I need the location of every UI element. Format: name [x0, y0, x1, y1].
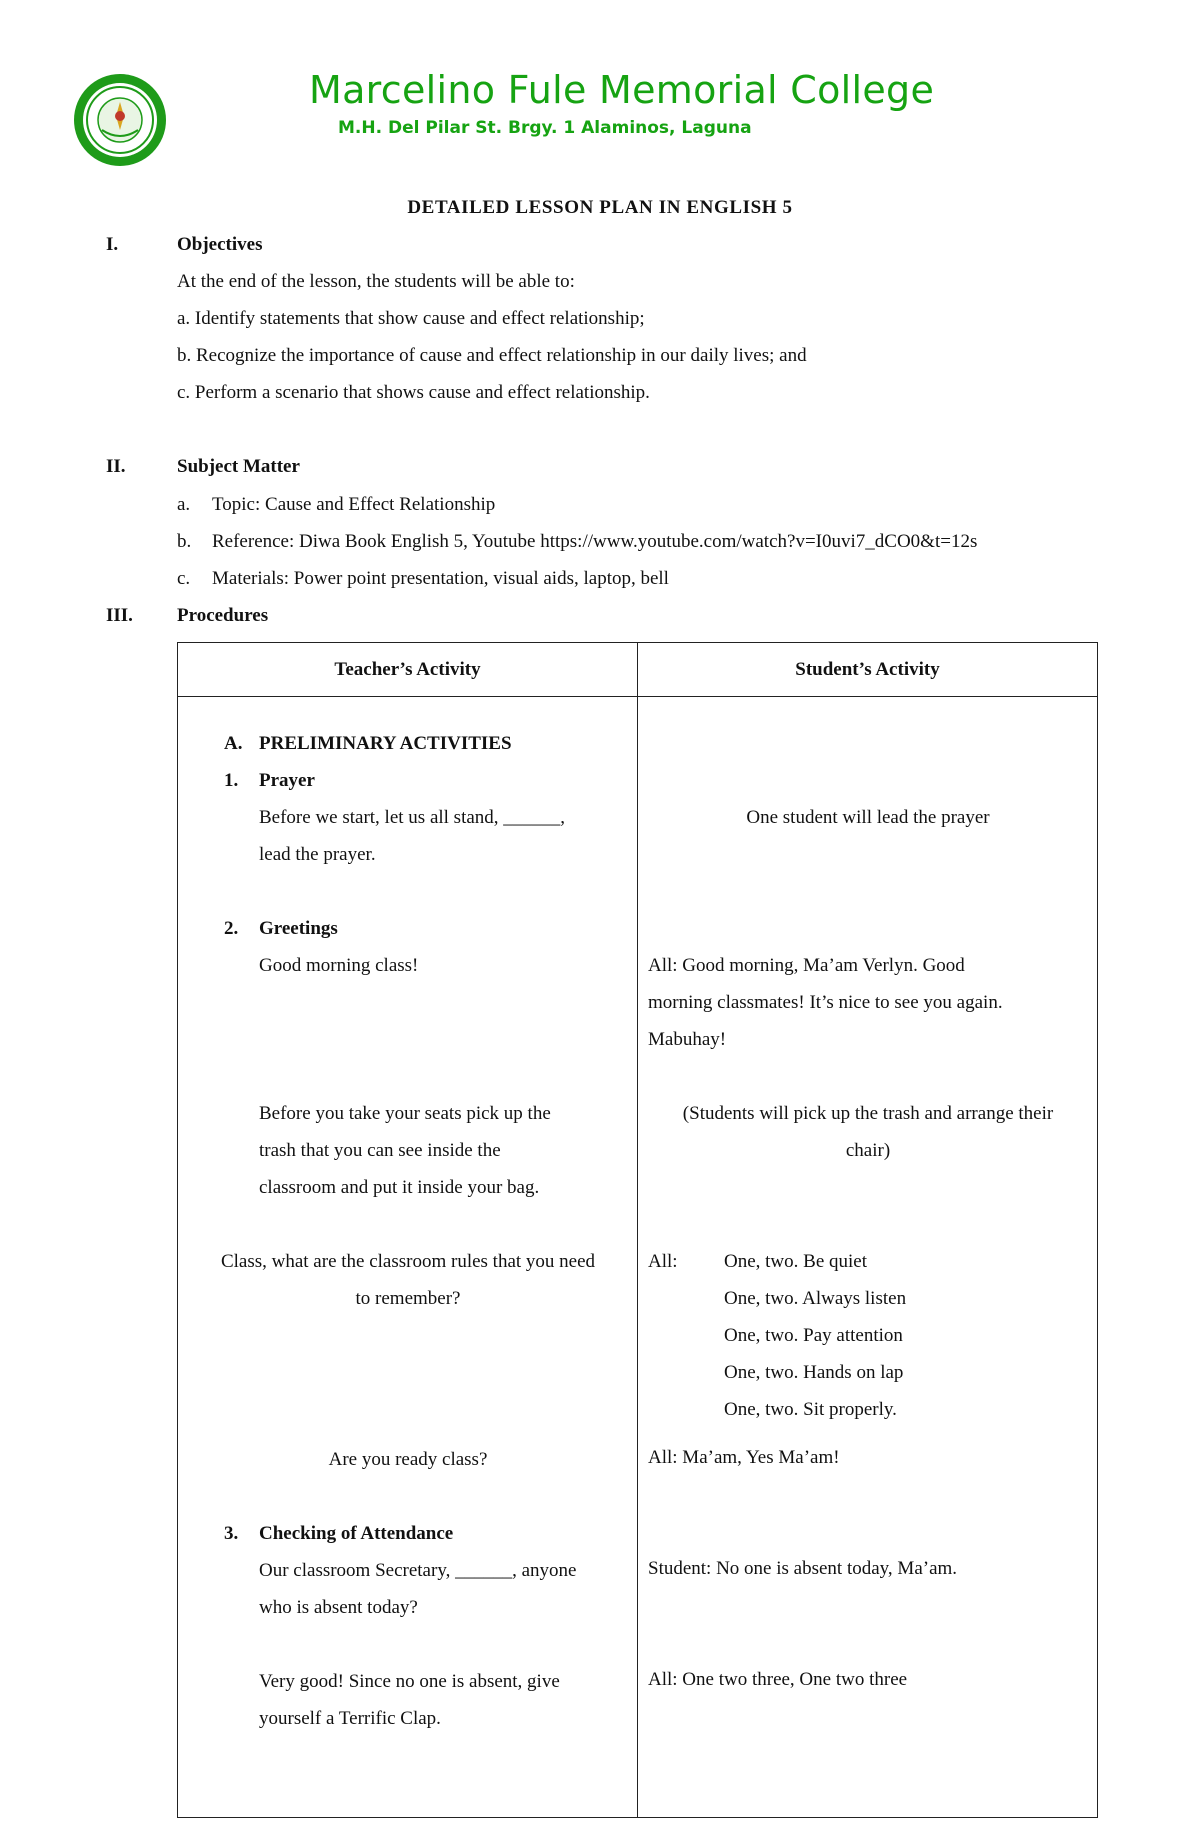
objectives-intro: At the end of the lesson, the students will be able to:	[177, 271, 575, 292]
teacher-activity-cell	[178, 697, 638, 1818]
clap-teacher-text: yourself a Terrific Clap.	[259, 1708, 441, 1729]
objective-item: a. Identify statements that show cause and effect relationship;	[177, 308, 645, 329]
procedures-table	[177, 642, 1098, 1818]
attendance-teacher-text: who is absent today?	[259, 1597, 418, 1618]
attendance-student-text: Student: No one is absent today, Ma’am.	[648, 1558, 958, 1579]
section-letter: A.	[224, 733, 243, 754]
section-numeral-objectives: I.	[106, 234, 119, 255]
rules-student-line: One, two. Always listen	[724, 1288, 907, 1309]
student-activity-cell	[638, 697, 1098, 1818]
teacher-activity-header: Teacher’s Activity	[178, 643, 638, 697]
procedures-heading: Procedures	[177, 605, 269, 626]
objectives-heading: Objectives	[177, 234, 263, 255]
section-numeral-procedures: III.	[106, 605, 133, 626]
rules-student-prefix: All:	[648, 1251, 678, 1272]
rules-teacher-text: to remember?	[355, 1288, 461, 1309]
college-seal-icon	[72, 72, 168, 168]
clap-teacher-text: Very good! Since no one is absent, give	[259, 1671, 560, 1692]
step-number: 1.	[224, 770, 239, 791]
step-title-greetings: Greetings	[259, 918, 338, 939]
rules-student-line: One, two. Be quiet	[724, 1251, 868, 1272]
trash-teacher-text: Before you take your seats pick up the	[259, 1103, 551, 1124]
attendance-teacher-text: Our classroom Secretary, ______, anyone	[259, 1560, 577, 1581]
step-title-prayer: Prayer	[259, 770, 315, 791]
subject-item-letter: c.	[177, 568, 191, 589]
rules-student-line: One, two. Hands on lap	[724, 1362, 904, 1383]
subject-item-letter: b.	[177, 531, 192, 552]
subject-item-reference: Reference: Diwa Book English 5, Youtube https://www.youtube.com/watch?v=I0uvi7_dCO0&t=12s	[212, 531, 978, 552]
step-number: 2.	[224, 918, 239, 939]
clap-student-text: All: One two three, One two three	[648, 1669, 908, 1690]
subject-item-materials: Materials: Power point presentation, visual aids, laptop, bell	[212, 568, 669, 589]
objective-item: c. Perform a scenario that shows cause and effect relationship.	[177, 382, 650, 403]
trash-teacher-text: classroom and put it inside your bag.	[259, 1177, 540, 1198]
prayer-student-text: One student will lead the prayer	[746, 807, 990, 828]
objective-item: b. Recognize the importance of cause and effect relationship in our daily lives; and	[177, 345, 807, 366]
table-header-row	[178, 643, 1098, 697]
greetings-student-text: All: Good morning, Ma’am Verlyn. Good	[648, 955, 965, 976]
trash-teacher-text: trash that you can see inside the	[259, 1140, 501, 1161]
step-title-attendance: Checking of Attendance	[259, 1523, 454, 1544]
trash-student-text: (Students will pick up the trash and arrange their	[682, 1103, 1054, 1124]
letterhead	[0, 0, 1200, 180]
college-address: M.H. Del Pilar St. Brgy. 1 Alaminos, Laguna	[338, 118, 752, 138]
document-title: DETAILED LESSON PLAN IN ENGLISH 5	[407, 197, 793, 218]
prayer-teacher-text: lead the prayer.	[259, 844, 376, 865]
rules-student-line: One, two. Sit properly.	[724, 1399, 897, 1420]
section-numeral-subject-matter: II.	[106, 456, 126, 477]
table-row	[178, 697, 1098, 1818]
trash-student-text: chair)	[845, 1140, 891, 1161]
college-name: Marcelino Fule Memorial College	[309, 68, 935, 112]
subject-item-letter: a.	[177, 494, 191, 515]
rules-student-line: One, two. Pay attention	[724, 1325, 903, 1346]
subject-item-topic: Topic: Cause and Effect Relationship	[212, 494, 496, 515]
greetings-student-text: morning classmates! It’s nice to see you again.	[648, 992, 1003, 1013]
step-number: 3.	[224, 1523, 239, 1544]
subject-matter-heading: Subject Matter	[177, 456, 300, 477]
ready-student-text: All: Ma’am, Yes Ma’am!	[648, 1447, 840, 1468]
student-activity-header: Student’s Activity	[638, 643, 1098, 697]
rules-teacher-text: Class, what are the classroom rules that you need	[220, 1251, 596, 1272]
ready-teacher-text: Are you ready class?	[328, 1449, 488, 1470]
greetings-student-text: Mabuhay!	[648, 1029, 727, 1050]
prayer-teacher-text: Before we start, let us all stand, ______,	[259, 807, 566, 828]
section-title: PRELIMINARY ACTIVITIES	[259, 733, 512, 754]
greetings-teacher-text: Good morning class!	[259, 955, 419, 976]
